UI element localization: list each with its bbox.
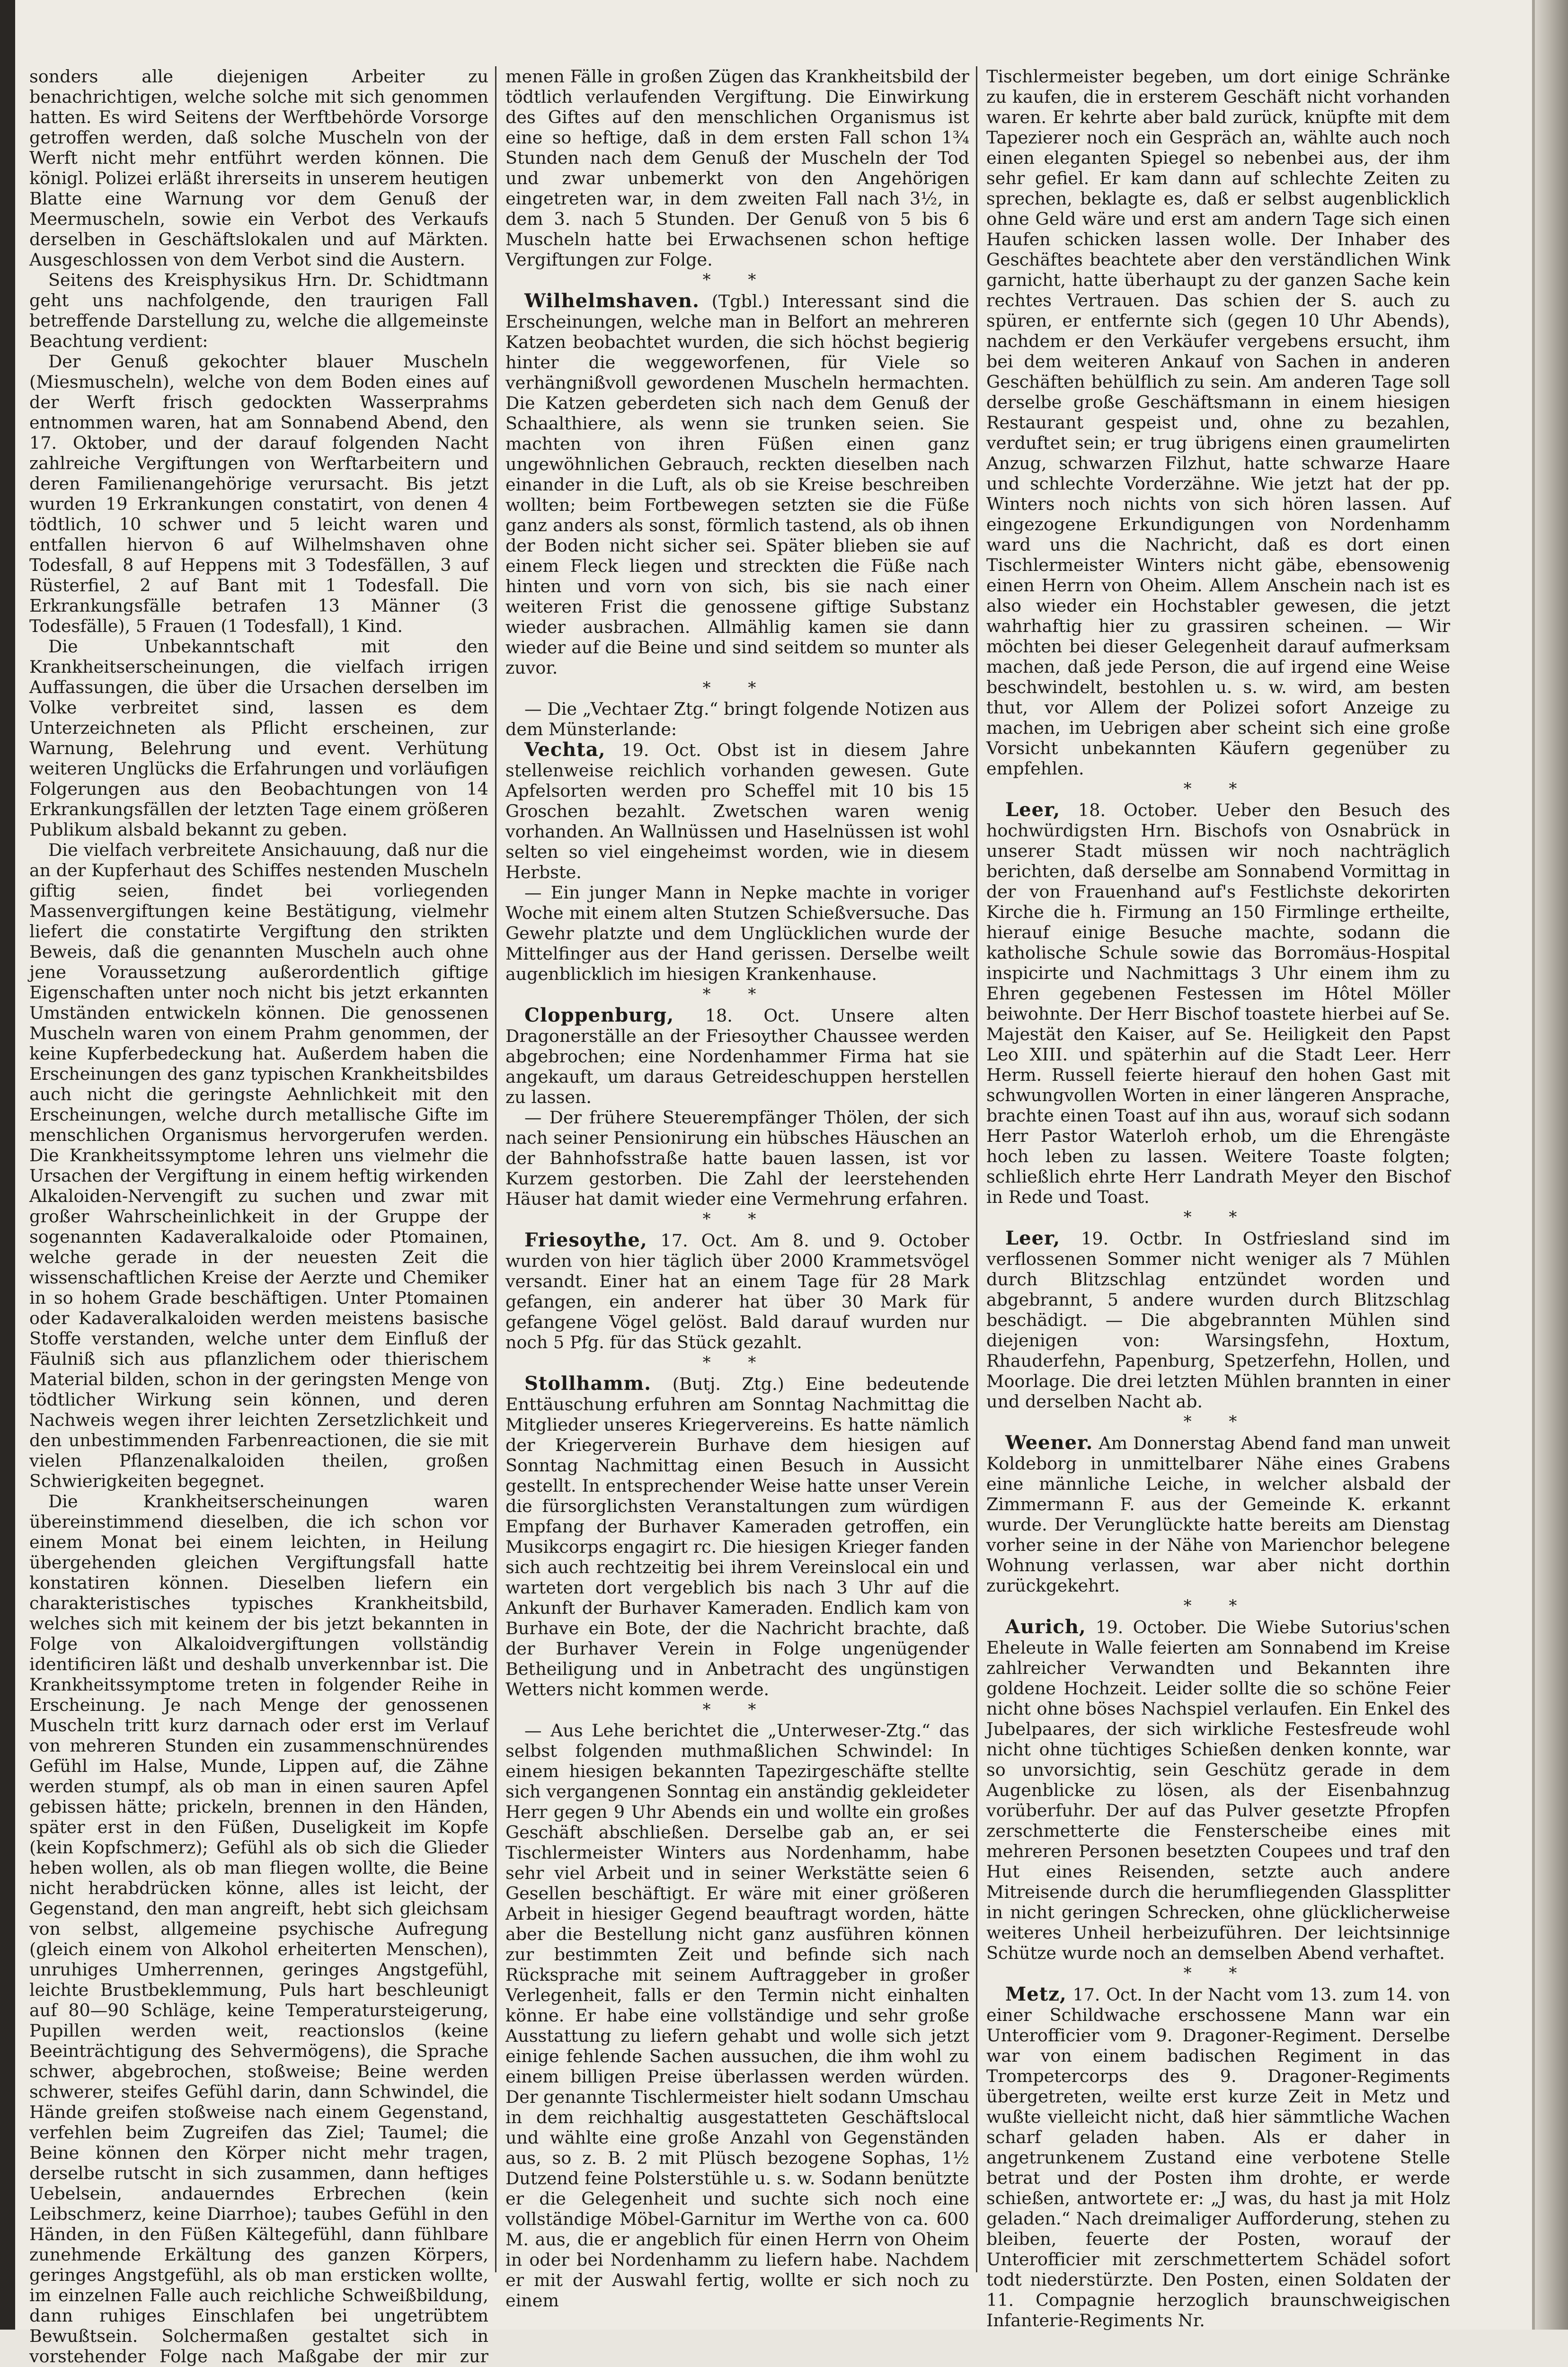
dateline-heading: Stollhamm. xyxy=(524,1372,652,1395)
article-paragraph xyxy=(29,636,488,840)
article-paragraph xyxy=(29,1491,488,2367)
paragraph-text: 19. October. Die Wiebe Sutorius'schen Eheleute in Walle feierten am Sonnabend im Kreise zahlreicher Verwandten und Bekannten ihre goldene Hochzeit. Leider sollte die so schöne Feier nicht ohne böses Nachspiel verlaufen. Ein Enkel des Jubelpaares, der sich wirkliche Festesfreude wohl nicht ohne tüchtiges Schießen denken konnte, war so unvorsichtig, sein Geschütz gerade in dem Augenblicke zu lösen, als der Eisenbahnzug vorüberfuhr. Der auf das Pulver gesetzte Pfropfen zerschmetterte die Fensterscheibe eines mit mehreren Personen besetzten Coupees und traf den Hut eines Reisenden, setzte auch andere Mitreisende durch die herumfliegenden Glassplitter in nicht geringen Schrecken, ohne glücklicherweise weiteres Unheil herbeizuführen. Der leichtsinnige Schütze wurde noch an demselben Abend verhaftet. xyxy=(986,1617,1450,1963)
column-3 xyxy=(986,66,1450,2331)
column-1 xyxy=(29,66,488,2367)
article-paragraph xyxy=(505,1720,969,2311)
binding-gutter xyxy=(0,0,15,2330)
paragraph-text: — Die „Vechtaer Ztg.“ bringt folgende Notizen aus dem Münsterlande: xyxy=(505,699,969,739)
section-separator: * * xyxy=(1183,779,1253,798)
paragraph-text: — Ein junger Mann in Nepke machte in voriger Woche mit einem alten Stutzen Schießversuche. Das Gewehr platzte und dem Unglücklichen wurde der Mittelfinger aus der Hand gerissen. Derselbe weilt augenblicklich im hiesigen Krankenhause. xyxy=(505,882,969,984)
column-rule xyxy=(495,66,496,2272)
dateline-heading: Weener. xyxy=(1005,1432,1093,1454)
paragraph-text: 18. Oct. Unsere alten Dragonerställe an der Friesoyther Chaussee werden abgebrochen; eine Nordenhammer Firma hat sie angekauft, um daraus Getreideschuppen herstellen zu lassen. xyxy=(505,1006,969,1107)
dateline-heading: Leer, xyxy=(1005,799,1061,821)
section-separator: * * xyxy=(702,270,772,289)
section-separator: * * xyxy=(702,1210,772,1228)
paragraph-text: sonders alle diejenigen Arbeiter zu benachrichtigen, welche solche mit sich genommen hatten. Es wird Seitens der Werftbehörde Vorsorge getroffen werden, daß solche Muscheln von der Werft nicht mehr entführt werden können. Die königl. Polizei erläßt ihrerseits in unserem heutigen Blatte eine Warnung vor dem Genuß der Meermuscheln, sowie ein Verbot des Verkaufs derselben in Geschäftslokalen und auf Märkten. Ausgeschlossen von dem Verbot sind die Austern. xyxy=(29,66,488,270)
dateline-heading: Metz, xyxy=(1005,1983,1067,2005)
article-paragraph xyxy=(986,1228,1450,1412)
paragraph-text: Tischlermeister begeben, um dort einige Schränke zu kaufen, die in ersterem Geschäft nicht vorhanden waren. Er kehrte aber bald zurück, knüpfte mit dem Tapezierer noch ein Gespräch an, wählte auch noch einen eleganten Spiegel so nebenbei aus, der ihm sehr gefiel. Er kam dann auf schlechte Zeiten zu sprechen, beklagte es, daß er selbst augenblicklich ohne Geld wäre und erst am andern Tage sich einen Haufen schicken lassen wolle. Der Inhaber des Geschäftes beachtete aber den verständlichen Wink garnicht, hatte überhaupt zu der ganzen Sache kein rechtes Vertrauen. Das schien der S. auch zu spüren, er entfernte sich (gegen 10 Uhr Abends), nachdem er den Verkäufer vergebens ersucht, ihm bei dem weiteren Ankauf von Sachen in anderen Geschäften behülflich zu sein. Am anderen Tage soll derselbe große Geschäftsmann in einem hiesigen Restaurant gespeist und, ohne zu bezahlen, verduftet sein; er trug übrigens einen graumelirten Anzug, schwarzen Filzhut, hatte schwarze Haare und schlechte Vorderzähne. Wie jetzt hat der pp. Winters noch nichts von sich hören lassen. Auf eingezogene Erkundigungen von Nordenhamm ward uns die Nachricht, daß es dort einen Tischlermeister Winters nicht gäbe, ebensowenig einen Herrn von Oheim. Allem Anschein nach ist es also wieder ein Hochstabler gewesen, die jetzt wahrhaftig hier zu grassiren scheinen. — Wir möchten bei dieser Gelegenheit darauf aufmerksam machen, daß jede Person, die auf irgend eine Weise beschwindelt, bestohlen u. s. w. wird, am besten thut, vor Allem der Polizei sofort Anzeige zu machen, im Uebrigen aber scheint sich eine große Vorsicht unbekannten Käufern gegenüber zu empfehlen. xyxy=(986,66,1450,779)
section-separator: * * xyxy=(702,1353,772,1372)
article-paragraph xyxy=(505,1005,969,1107)
section-separator: * * xyxy=(702,985,772,1004)
article-paragraph xyxy=(505,699,969,739)
dateline-heading: Friesoythe, xyxy=(524,1229,647,1251)
column-rule xyxy=(976,66,977,2272)
dateline-heading: Aurich, xyxy=(1005,1616,1086,1638)
paragraph-text: 19. Octbr. In Ostfriesland sind im verflossenen Sommer nicht weniger als 7 Mühlen durch Blitzschlag entzündet worden und abgebrannt, 5 andere wurden durch Blitzschlag beschädigt. — Die abgebrannten Mühlen sind diejenigen von: Warsingsfehn, Hoxtum, Rhauderfehn, Papenburg, Spetzerfehn, Hollen, und Moorlage. Die drei letzten Mühlen brannten in einer und derselben Nacht ab. xyxy=(986,1228,1450,1412)
paragraph-text: Die vielfach verbreitete Ansichauung, daß nur die an der Kupferhaut des Schiffes nestenden Muscheln giftig seien, findet bei vorliegenden Massenvergiftungen keine Bestätigung, vielmehr liefert die constatirte Vergiftung den strikten Beweis, daß die genannten Muscheln auch ohne jene Voraussetzung außerordentlich giftige Eigenschaften unter noch nicht bis jetzt erkannten Umständen entwickeln können. Die genossenen Muscheln waren von einem Prahm genommen, der keine Kupferbedeckung hat. Außerdem haben die Erscheinungen des ganz typischen Krankheitsbildes auch nicht die geringste Aehnlichkeit mit den Erscheinungen, welche durch metallische Gifte im menschlichen Organismus hervorgerufen werden. Die Krankheitssymptome lehren uns vielmehr die Ursachen der Vergiftung in einem heftig wirkenden Alkaloiden-Nervengift zu suchen und zwar mit großer Wahrscheinlichkeit in der Gruppe der sogenannten Kadaveralkaloide oder Ptomainen, welche gerade in der neuesten Zeit die wissenschaftlichen Kreise der Aerzte und Chemiker in so hohem Grade beschäftigen. Unter Ptomainen oder Kadaveralkaloiden werden meistens basische Stoffe verstanden, welche unter dem Einfluß der Fäulniß sich aus pflanzlichem oder thierischem Material bilden, schon in der geringsten Menge von tödtlicher Wirkung sein können, und deren Nachweis wegen ihrer leichten Zersetzlichkeit und den unbestimmenden Farbenreactionen, die sie mit vielen Pflanzenalkaloiden theilen, großen Schwierigkeiten begegnet. xyxy=(29,840,488,1491)
section-separator: * * xyxy=(1183,1596,1253,1615)
dateline-heading: Leer, xyxy=(1005,1227,1061,1249)
paragraph-text: 18. October. Ueber den Besuch des hochwürdigsten Hrn. Bischofs von Osnabrück in unserer Stadt müssen wir noch nachträglich berichten, daß derselbe am Sonnabend Vormittag in der von Frauenhand auf's Festlichste dekorirten Kirche die h. Firmung an 150 Firmlinge ertheilte, hierauf einige Besuche machte, sodann die katholische Schule sowie das Borromäus-Hospital inspicirte und Nachmittags 3 Uhr einem ihm zu Ehren gegebenen Festessen im Hôtel Möller beiwohnte. Der Herr Bischof toastete hierbei auf Se. Majestät den Kaiser, auf Se. Heiligkeit den Papst Leo XIII. und späterhin auf die Stadt Leer. Herr Herm. Russell feierte hierauf den hohen Gast mit schwungvollen Worten in einer längeren Ansprache, brachte einen Toast auf ihn aus, worauf sich sodann Herr Pastor Waterloh erhob, um die Ehrengäste hoch leben zu lassen. Weitere Toaste folgten; schließlich ehrte Herr Landrath Meyer den Bischof in Rede und Toast. xyxy=(986,800,1450,1207)
paragraph-text: Die Krankheitserscheinungen waren übereinstimmend dieselben, die ich schon vor einem Monat bei einem leichten, in Heilung übergehenden gleichen Vergiftungsfall hatte konstatiren können. Dieselben liefern ein charakteristisches typisches Krankheitsbild, welches sich mit keinem der bis jetzt bekannten in Folge von Alkaloidvergiftungen vollständig identificiren läßt und deshalb unverkennbar ist. Die Krankheitssymptome treten in folgender Reihe in Erscheinung. Je nach Menge der genossenen Muscheln tritt kurz darnach oder erst im Verlauf von mehreren Stunden ein zusammenschnürendes Gefühl im Halse, Munde, Lippen auf, die Zähne werden stumpf, als ob man in einen sauren Apfel gebissen hätte; prickeln, brennen in den Händen, später erst in den Füßen, Duseligkeit im Kopfe (kein Kopfschmerz); Gefühl als ob sich die Glieder heben wollen, als ob man fliegen wollte, die Beine nicht herabdrücken könne, alles ist leicht, der Gegenstand, den man angreift, hebt sich gleichsam von selbst, allgemeine psychische Aufregung (gleich einem von Alkohol erheiterten Menschen), unruhiges Umherrennen, geringes Angstgefühl, leichte Brustbeklemmung, Puls hart beschleunigt auf 80—90 Schläge, keine Temperatursteigerung, Pupillen werden weit, reactionslos (keine Beeinträchtigung des Sehvermögens), die Sprache schwer, abgebrochen, stoßweise; Beine werden schwerer, steifes Gefühl darin, dann Schwindel, die Hände greifen stoßweise nach einem Gegenstand, verfehlen beim Zugreifen das Ziel; Taumel; die Beine können den Körper nicht mehr tragen, derselbe rutscht in sich zusammen, dann heftiges Uebelsein, andauerndes Erbrechen (kein Leibschmerz, keine Diarrhoe); taubes Gefühl in den Händen, in den Füßen Kältegefühl, dann fühlbare zunehmende Erkältung des ganzen Körpers, geringes Angstgefühl, als ob man ersticken wollte, im einzelnen Falle auch reichliche Schweißbildung, dann ruhiges Einschlafen bei ungetrübtem Bewußtsein. Solchermaßen gestaltet sich in vorstehender Folge nach Maßgabe der mir zur xyxy=(29,1491,488,2367)
paragraph-text: 17. Oct. Am 8. und 9. October wurden von hier täglich über 2000 Krammetsvögel versandt. Einer hat an einem Tage für 28 Mark gefangen, ein anderer hat über 30 Mark für gefangene Vögel gelöst. Bald darauf wurden nur noch 5 Pfg. für das Stück gezahlt. xyxy=(505,1230,969,1353)
section-separator: * * xyxy=(1183,1964,1253,1983)
dateline-heading: Wilhelmshaven. xyxy=(524,290,700,312)
paragraph-text: (Tgbl.) Interessant sind die Erscheinungen, welche man in Belfort an mehreren Katzen beobachtet wurden, die sich höchst begierig hinter die weggeworfenen, für Viele so verhängnißvoll gewordenen Muscheln hermachten. Die Katzen geberdeten sich nach dem Genuß der Schaalthiere, als wenn sie trunken seien. Sie machten von ihren Füßen einen ganz ungewöhnlichen Gebrauch, reckten dieselben nach einander in die Luft, als ob sie Kreise beschreiben wollten; beim Fortbewegen setzten sie die Füße ganz anders als sonst, förmlich tastend, als ob ihnen der Boden nicht sicher sei. Später blieben sie auf einem Fleck liegen und streckten die Füße nach hinten und vorn von sich, bis sie nach einer weiteren Frist die genossene giftige Substanz wieder ausbrachen. Allmählig kamen sie dann wieder auf die Beine und sind seitdem so munter als zuvor. xyxy=(505,291,969,678)
article-paragraph xyxy=(986,800,1450,1207)
article-paragraph xyxy=(505,1107,969,1209)
dateline-heading: Vechta, xyxy=(524,739,606,761)
article-paragraph xyxy=(505,66,969,270)
page-edge xyxy=(1535,0,1568,2330)
article-paragraph xyxy=(505,882,969,984)
article-paragraph xyxy=(29,840,488,1491)
paragraph-text: — Aus Lehe berichtet die „Unterweser-Ztg.“ das selbst folgenden muthmaßlichen Schwindel: In einem hiesigen bekannten Tapezirgeschäfte stellte sich vergangenen Sonntag ein anständig gekleideter Herr gegen 9 Uhr Abends ein und wollte ein großes Geschäft abschließen. Derselbe gab an, er sei Tischlermeister Winters aus Nordenhamm, habe sehr viel Arbeit und in seiner Werkstätte seien 6 Gesellen beschäftigt. Er wäre mit einer größeren Arbeit in hiesiger Gegend beauftragt worden, hätte aber die Bestellung nicht ganz ausführen können zur bestimmten Zeit und befinde sich nach Rücksprache mit seinem Auftraggeber in großer Verlegenheit, falls er den Termin nicht einhalten könne. Er habe eine vollständige und sehr große Ausstattung zu liefern gehabt und wolle sich jetzt einige fehlende Sachen aussuchen, die ihm wohl zu einem billigen Preise überlassen werden würden. Der genannte Tischlermeister hielt sodann Umschau in dem reichhaltig ausgestatteten Geschäftslocal und wählte eine große Anzahl von Gegenständen aus, so z. B. 2 mit Plüsch bezogene Sophas, 1½ Dutzend feine Polsterstühle u. s. w. Sodann benützte er die Gelegenheit und suchte sich noch eine vollständige Möbel-Garnitur im Werthe von ca. 600 M. aus, die er angeblich für einen Herrn von Oheim in oder bei Nordenhamm zu liefern habe. Nachdem er mit der Auswahl fertig, wollte er sich noch zu einem xyxy=(505,1720,969,2311)
paragraph-text: Am Donnerstag Abend fand man unweit Koldeborg in unmittelbarer Nähe eines Grabens eine männliche Leiche, in welcher alsbald der Zimmermann F. aus der Gemeinde K. erkannt wurde. Der Verunglückte hatte bereits am Dienstag vorher seine in der Nähe von Marienchor belegene Wohnung verlassen, war aber nicht dorthin zurückgekehrt. xyxy=(986,1433,1450,1596)
paragraph-text: 17. Oct. In der Nacht vom 13. zum 14. von einer Schildwache erschossene Mann war ein Unterofficier vom 9. Dragoner-Regiment. Derselbe war von einem badischen Regiment in das Trompetercorps des 9. Dragoner-Regiments übergetreten, weilte erst kurze Zeit in Metz und wußte vielleicht nicht, daß hier sämmtliche Wachen scharf geladen haben. Als er daher in angetrunkenem Zustand eine verbotene Stelle betrat und der Posten ihm drohte, er werde schießen, antwortete er: „J was, du hast ja mit Holz geladen.“ Nach dreimaliger Aufforderung, stehen zu bleiben, feuerte der Posten, worauf der Unterofficier mit zerschmettertem Schädel sofort todt niederstürzte. Den Posten, einen Soldaten der 11. Compagnie herzoglich braunschweigischen Infanterie-Regiments Nr. xyxy=(986,1984,1450,2331)
paragraph-text: 19. Oct. Obst ist in diesem Jahre stellenweise reichlich vorhanden gewesen. Gute Apfelsorten werden pro Scheffel mit 10 bis 15 Groschen bezahlt. Zwetschen waren wenig vorhanden. An Wallnüssen und Haselnüssen ist wohl selten so viel eingeheimst worden, wie in diesem Herbste. xyxy=(505,740,969,882)
paragraph-text: Die Unbekanntschaft mit den Krankheitserscheinungen, die vielfach irrigen Auffassungen, die über die Ursachen derselben im Volke verbreitet sind, lassen es dem Unterzeichneten als Pflicht erscheinen, zur Warnung, Belehrung und event. Verhütung weiteren Unglücks die Erfahrungen und vorläufigen Folgerungen aus den Beobachtungen von 14 Erkrankungsfällen der letzten Tage einem größeren Publikum alsbald bekannt zu geben. xyxy=(29,636,488,840)
column-2 xyxy=(505,66,969,2311)
section-separator: * * xyxy=(702,1700,772,1719)
paragraph-text: Der Genuß gekochter blauer Muscheln (Miesmuscheln), welche von dem Boden eines auf der Werft frisch gedockten Wasserprahms entnommen waren, hat am Sonnabend Abend, den 17. Oktober, und der darauf folgenden Nacht zahlreiche Vergiftungen von Werftarbeitern und deren Familienangehörige verursacht. Bis jetzt wurden 19 Erkrankungen constatirt, von denen 4 tödtlich, 10 schwer und 5 leicht waren und entfallen hiervon 6 auf Wilhelmshaven ohne Todesfall, 8 auf Heppens mit 3 Todesfällen, 3 auf Rüsterfiel, 2 auf Bant mit 1 Todesfall. Die Erkrankungsfälle betrafen 13 Männer (3 Todesfälle), 5 Frauen (1 Todesfall), 1 Kind. xyxy=(29,351,488,636)
article-paragraph xyxy=(505,739,969,882)
article-paragraph xyxy=(29,66,488,270)
paragraph-text: — Der frühere Steuerempfänger Thölen, der sich nach seiner Pensionirung ein hübsches Häuschen an der Bahnhofsstraße hatte bauen lassen, ist vor Kurzem gestorben. Die Zahl der leerstehenden Häuser hat damit wieder eine Vermehrung erfahren. xyxy=(505,1107,969,1209)
section-separator: * * xyxy=(1183,1208,1253,1227)
article-paragraph xyxy=(986,1433,1450,1596)
article-paragraph xyxy=(986,1984,1450,2331)
article-paragraph xyxy=(29,270,488,351)
paragraph-text: (Butj. Ztg.) Eine bedeutende Enttäuschung erfuhren am Sonntag Nachmittag die Mitglieder unseres Kriegervereins. Es hatte nämlich der Kriegerverein Burhave dem hiesigen auf Sonntag Nachmittag einen Besuch in Aussicht gestellt. In entsprechender Weise hatte unser Verein die fürsorglichsten Veranstaltungen zum würdigen Empfang der Burhaver Kameraden getroffen, ein Musikcorps engagirt rc. Die hiesigen Krieger fanden sich auch rechtzeitig bei ihrem Vereinslocal ein und warteten dort vergeblich bis nach 3 Uhr auf die Ankunft der Burhaver Kameraden. Endlich kam von Burhave ein Bote, der die Nachricht brachte, daß der Burhaver Verein in Folge ungenügender Betheiligung und in Anbetracht des ungünstigen Wetters nicht kommen werde. xyxy=(505,1374,969,1700)
dateline-heading: Cloppenburg, xyxy=(524,1004,674,1026)
paragraph-text: menen Fälle in großen Zügen das Krankheitsbild der tödtlich verlaufenden Vergiftung. Die Einwirkung des Giftes auf den menschlichen Organismus ist eine so heftige, daß in dem ersten Fall schon 1¾ Stunden nach dem Genuß der Muscheln der Tod und zwar unbemerkt von den Angehörigen eingetreten war, in dem zweiten Fall nach 3½, in dem 3. nach 5 Stunden. Der Genuß von 5 bis 6 Muscheln hatte bei Erwachsenen schon heftige Vergiftungen zur Folge. xyxy=(505,66,969,270)
article-paragraph xyxy=(505,1230,969,1353)
article-paragraph xyxy=(505,1373,969,1700)
article-paragraph xyxy=(986,1617,1450,1963)
section-separator: * * xyxy=(702,678,772,697)
article-paragraph xyxy=(505,291,969,678)
article-paragraph xyxy=(29,351,488,636)
paragraph-text: Seitens des Kreisphysikus Hrn. Dr. Schidtmann geht uns nachfolgende, den traurigen Fall betreffende Darstellung zu, welche die allgemeinste Beachtung verdient: xyxy=(29,270,488,351)
section-separator: * * xyxy=(1183,1412,1253,1431)
article-paragraph xyxy=(986,66,1450,779)
